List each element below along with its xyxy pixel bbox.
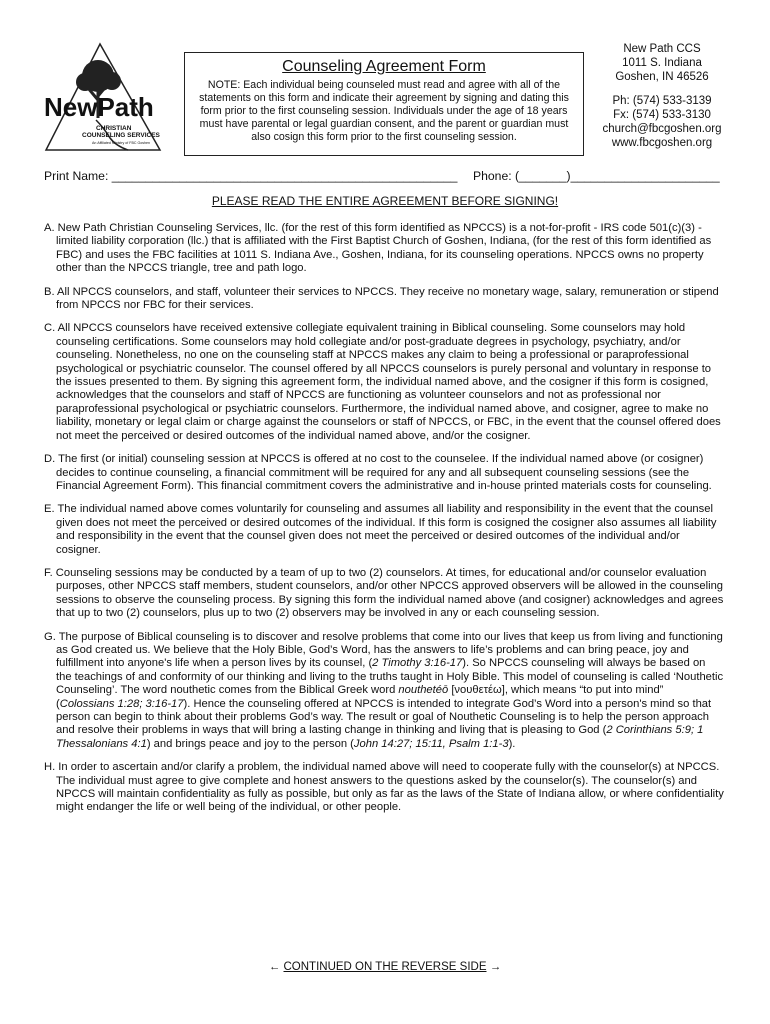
title-box	[184, 52, 584, 156]
scripture-ref-2: Colossians 1:28; 3:16-17	[59, 697, 184, 710]
section-g-text-1: G. The purpose of Biblical counseling is to discover and resolve problems that come into our lives that keep us from living and functioning as God created us. We believe that the Holy Bible, God’s Word, has the answers to life’s problems and can bring peace, joy and fulfillment into anyone's life when a person lives by its counsel, (	[44, 630, 723, 670]
logo-tree-crown-right	[103, 72, 121, 90]
arrow-right-icon: →	[489, 961, 502, 973]
logo-ministry-text: An Affiliated Ministry of FBC Goshen	[92, 141, 151, 145]
section-g-text-2: ). So NPCCS counseling will always be based on the teachings of and conformity of our thinking and living to the truths taught in Holy Bible. This model of counseling is called ‘Nouthetic Counseling’. The word nouthetic comes from the Biblical Greek word	[56, 657, 724, 697]
read-instruction: PLEASE READ THE ENTIRE AGREEMENT BEFORE SIGNING!	[211, 194, 559, 208]
section-g-text-5: ) and brings peace and joy to the person (	[146, 737, 354, 750]
section-b: B. All NPCCS counselors, and staff, volunteer their services to NPCCS. They receive no monetary wage, salary, remuneration or stipend from NPCCS nor FBC for their services.	[44, 285, 719, 312]
print-name-field[interactable]: Print Name: ___________________________________________________	[44, 169, 458, 183]
section-h: H. In order to ascertain and/or clarify a problem, the individual named above will need to cooperate fully with the counselor(s) at NPCCS. The individual must agree to give complete and honest answers to the questions asked by the counselor(s). The counselor(s) and NPCCS will maintain confidentiality as fully as possible, but only as far as the laws of the State of Indiana allow, or where confidentiality might endanger the life or well being of the individual, or other people.	[44, 761, 724, 814]
section-a: A. New Path Christian Counseling Services, llc. (for the rest of this form identified as NPCCS) is a not-for-profit - IRS code 501(c)(3) - limited liability corporation (llc.) that is affiliated with the First Baptist Church of Goshen, Indiana, (for the rest of this form identified as FBC) and uses the FBC facilities at 1011 S. Indiana Ave., Goshen, Indiana, for its counseling operations. NPCCS owns no property other than the NPCCS triangle, tree and path logo.	[44, 222, 712, 275]
fax-number: Fx: (574) 533-3130	[613, 109, 711, 121]
phone-number: Ph: (574) 533-3139	[612, 95, 712, 107]
section-g-text-4: ). Hence the counseling offered at NPCCS is intended to integrate God’s Word into a person's mind so that person can begin to think about their problems God’s way. The result or goal of Nouthetic Counseling is to help the person approach and resolve their problems in ways that will bring a lasting change in thinking and living that is pleasing to God (	[56, 697, 712, 737]
logo-sub-counseling: COUNSELING SERVICES	[82, 132, 160, 139]
section-g-text-3: , which means “to put into mind” (	[56, 684, 664, 710]
greek-word: nouthetéō	[398, 684, 449, 697]
logo-brand-text: NewPath	[44, 92, 154, 122]
section-g	[44, 631, 724, 752]
city-address: Goshen, IN 46526	[615, 71, 709, 83]
section-f: F. Counseling sessions may be conducted by a team of up to two (2) counselors. At times, for educational and/or counselor evaluation purposes, other NPCCS staff members, student counselors, and/or other NPCCS approved observers will be allowed in the counseling sessions to observe the counseling process. By signing this form the individual named above (and cosigner) acknowledges and agrees that up to two (2) counselors, plus up to two (2) observers may be involved in any or each counseling session.	[44, 566, 724, 620]
section-d: D. The first (or initial) counseling session at NPCCS is offered at no cost to the counselee. If the individual named above (or cosigner) decides to continue counseling, a financial commitment will be required for any and all subsequent counseling sessions (see the Financial Agreement Form). This financial commitment covers the administrative and in-house printed materials costs for counseling.	[44, 453, 712, 492]
street-address: 1011 S. Indiana	[622, 57, 702, 69]
newpath-logo	[38, 42, 168, 162]
logo-tree-crown-left	[76, 73, 94, 91]
greek-script: [νουθετέω]	[451, 684, 505, 697]
continued-text: CONTINUED ON THE REVERSE SIDE	[283, 961, 487, 973]
section-g-text-6: ).	[508, 737, 516, 750]
phone-field[interactable]: Phone: (_______)______________________	[473, 169, 720, 183]
form-note: NOTE: Each individual being counseled must read and agree with all of the statements on this form and indicate their agreement by signing and dating this form prior to the first counseling session. Individuals under the age of 18 years must have parental or legal guardian consent, and the parent or guardian must also cosign this form prior to the first counseling session.	[199, 79, 569, 143]
agreement-sections	[44, 222, 724, 825]
logo-graphic	[38, 42, 168, 162]
form-title: Counseling Agreement Form	[282, 58, 486, 75]
website[interactable]: www.fbcgoshen.org	[611, 137, 713, 149]
scripture-ref-1: 2 Timothy 3:16-17	[372, 657, 463, 670]
email-address[interactable]: church@fbcgoshen.org	[602, 123, 722, 135]
section-e: E. The individual named above comes voluntarily for counseling and assumes all liability and responsibility in the event that the counsel given does not meet the perceived or desired outcomes of the individual. If this form is cosigned the cosigner also assumes all liability and responsibility in the event that the counsel given does not meet the perceived or desired outcomes of the individual and/or cosigner.	[44, 503, 717, 556]
scripture-ref-3: 2 Corinthians 5:9; 1 Thessalonians 4:1	[56, 724, 704, 750]
section-c: C. All NPCCS counselors have received extensive collegiate equivalent training in Biblical counseling. Some counselors may hold counseling certifications. Some counselors may hold collegiate and/or post-graduate degrees in psychology, psychiatry, and/or counseling. Nonetheless, no one on the counseling staff at NPCCS makes any claim to being a professional or paraprofessional psychological or psychiatric counselor. The counsel offered by all NPCCS counselors is purely personal and voluntary in response to the issues presented to them. By signing this agreement form, the individual named above, and the cosigner if this form is cosigned, acknowledges that the counselors and staff of NPCCS are functioning as volunteer counselors and not as professional nor paraprofessional psychological or psychiatric counselors. Furthermore, the individual named above, and cosigner, agree to make no liability, monetary or legal claim or charge against the counselors or staff of NPCCS, or FBC, in the event that the counsel offered does not meet the perceived or desired outcomes of the individual named above, and/or the cosigner.	[44, 322, 721, 442]
continued-footer	[0, 961, 770, 974]
scripture-ref-4: John 14:27; 15:11, Psalm 1:1-3	[353, 737, 509, 750]
contact-address	[594, 42, 730, 150]
name-phone-row	[44, 170, 724, 183]
logo-sub-christian: CHRISTIAN	[96, 125, 132, 132]
arrow-left-icon: ←	[268, 961, 281, 973]
org-name: New Path CCS	[623, 43, 701, 55]
